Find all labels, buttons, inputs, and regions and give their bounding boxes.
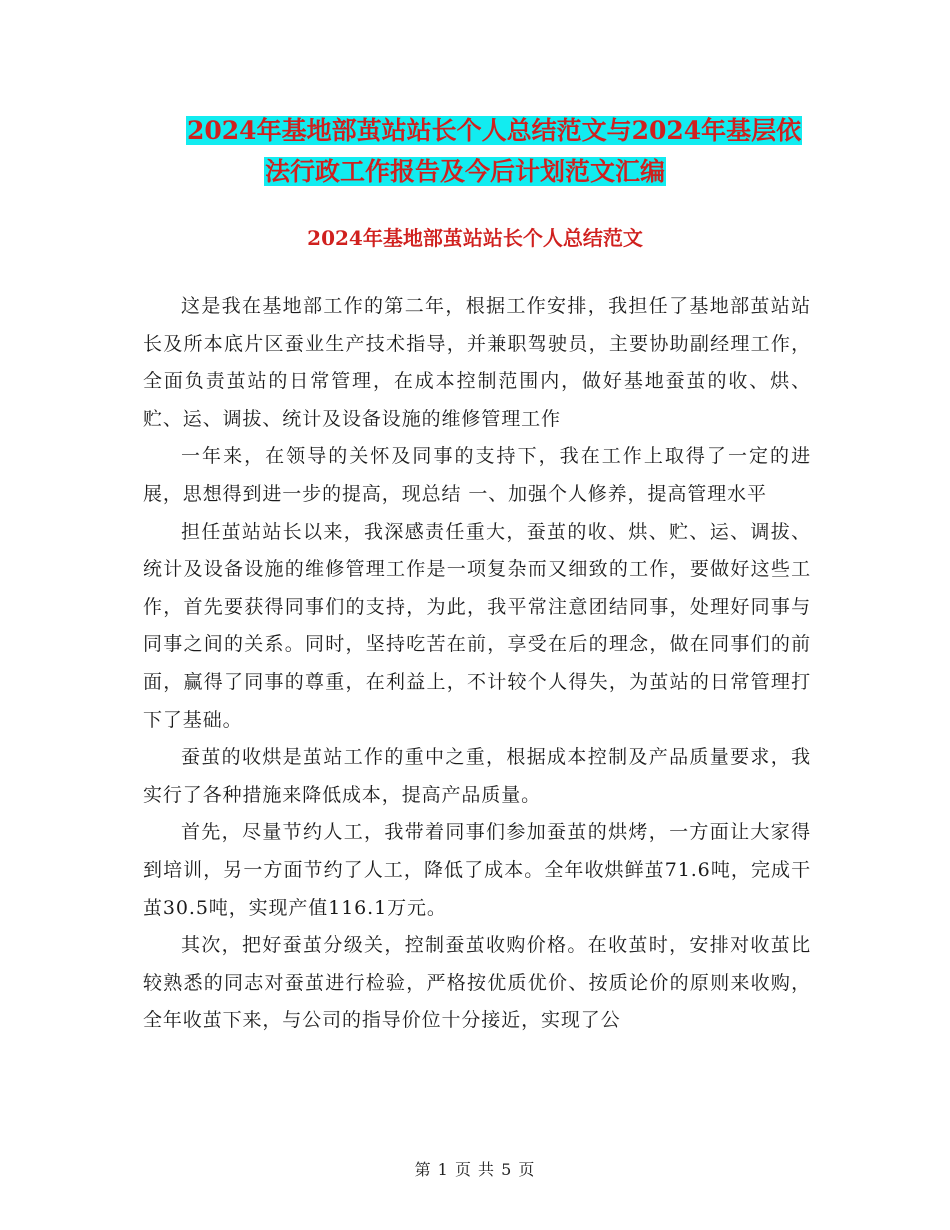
paragraph: 蚕茧的收烘是茧站工作的重中之重，根据成本控制及产品质量要求，我实行了各种措施来降低成本，提高产品质量。 — [143, 746, 811, 806]
title-line-1-text: 2024年基地部茧站站长个人总结范文与2024年基层依 — [187, 116, 802, 145]
title-line-1 — [140, 110, 820, 151]
page-footer: 第 1 页 共 5 页 — [414, 1160, 536, 1179]
document-title — [140, 110, 820, 192]
title-line-2-text: 法行政工作报告及今后计划范文汇编 — [265, 157, 666, 186]
section-title: 2024年基地部茧站站长个人总结范文 — [307, 226, 643, 250]
title-line-2 — [140, 151, 820, 192]
paragraph: 这是我在基地部工作的第二年，根据工作安排，我担任了基地部茧站站长及所本底片区蚕业生产技术指导，并兼职驾驶员，主要协助副经理工作，全面负责茧站的日常管理，在成本控制范围内，做好基地蚕茧的收、烘、贮、运、调拔、统计及设备设施的维修管理工作 — [143, 295, 811, 430]
document-body — [143, 288, 811, 1040]
paragraph: 一年来，在领导的关怀及同事的支持下，我在工作上取得了一定的进展，思想得到进一步的提高，现总结 一、加强个人修养，提高管理水平 — [143, 445, 811, 505]
paragraph: 担任茧站站长以来，我深感责任重大，蚕茧的收、烘、贮、运、调拔、统计及设备设施的维修管理工作是一项复杂而又细致的工作，要做好这些工作，首先要获得同事们的支持，为此，我平常注意团结同事，处理好同事与同事之间的关系。同时，坚持吃苦在前，享受在后的理念，做在同事们的前面，赢得了同事的尊重，在利益上，不计较个人得失，为茧站的日常管理打下了基础。 — [143, 520, 811, 731]
paragraph: 其次，把好蚕茧分级关，控制蚕茧收购价格。在收茧时，安排对收茧比较熟悉的同志对蚕茧进行检验，严格按优质优价、按质论价的原则来收购，全年收茧下来，与公司的指导价位十分接近，实现了公 — [143, 934, 811, 1032]
paragraph: 首先，尽量节约人工，我带着同事们参加蚕茧的烘烤，一方面让大家得到培训，另一方面节约了人工，降低了成本。全年收烘鲜茧71.6吨，完成干茧30.5吨，实现产值116.1万元。 — [143, 821, 811, 919]
